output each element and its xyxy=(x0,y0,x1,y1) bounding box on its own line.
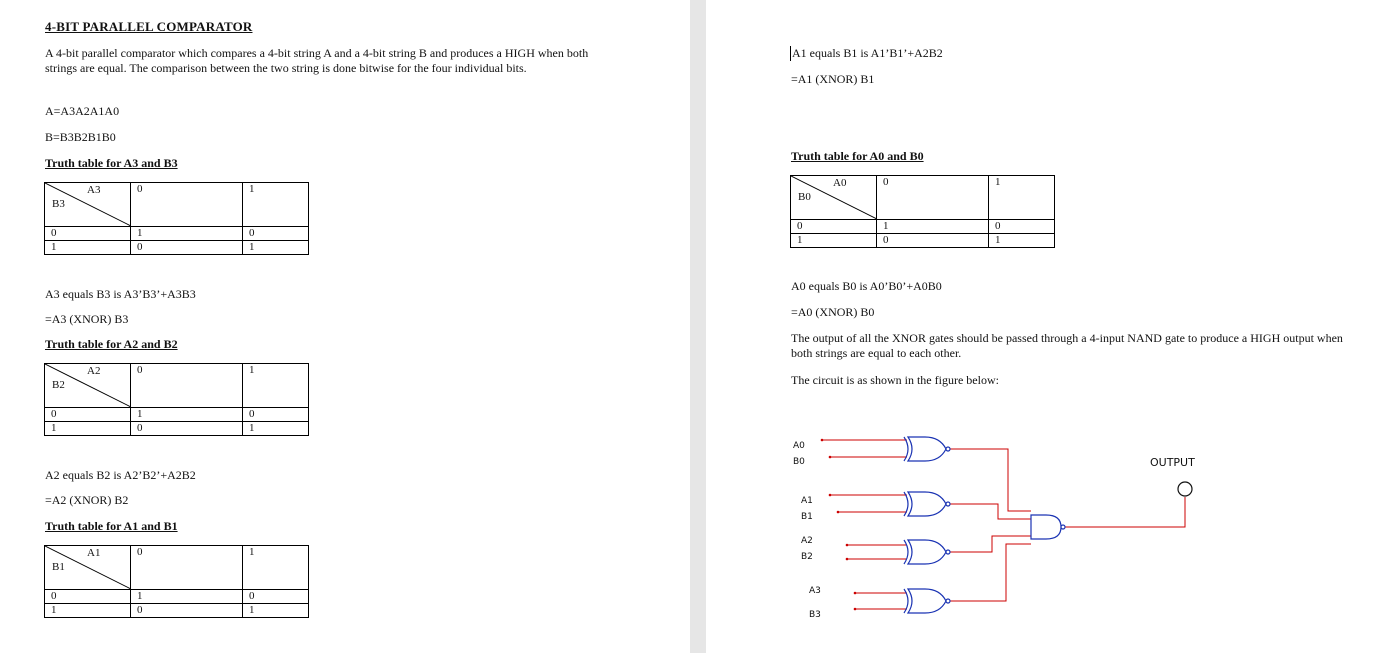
cell: 0 xyxy=(877,234,989,248)
xnor-a2: =A2 (XNOR) B2 xyxy=(45,493,129,507)
input-wires xyxy=(822,440,1185,609)
col-header-0: 0 xyxy=(877,176,989,220)
row-label: 1 xyxy=(791,234,877,248)
comparator-circuit xyxy=(780,425,1210,630)
row-label: 1 xyxy=(45,422,131,436)
heading-a1-b1: Truth table for A1 and B1 xyxy=(45,519,178,533)
header-a3: A3 xyxy=(87,184,101,196)
input-label-b3: B3 xyxy=(809,610,821,620)
page-title: 4-BIT PARALLEL COMPARATOR xyxy=(45,19,253,34)
xnor-gate-2 xyxy=(904,540,950,564)
row-label: 0 xyxy=(791,220,877,234)
col-header-0: 0 xyxy=(131,183,243,227)
diagonal-header-cell xyxy=(45,364,131,408)
circuit-caption: The circuit is as shown in the figure below: xyxy=(791,373,999,387)
cell: 1 xyxy=(243,241,309,255)
cell: 0 xyxy=(989,220,1055,234)
table-row xyxy=(45,422,309,436)
table-row xyxy=(45,604,309,618)
xnor-gate-0 xyxy=(904,437,950,461)
header-b3: B3 xyxy=(52,198,65,210)
table-row xyxy=(791,234,1055,248)
col-header-0: 0 xyxy=(131,546,243,590)
xnor-a1: =A1 (XNOR) B1 xyxy=(791,72,875,86)
truth-table-a3-b3 xyxy=(44,182,309,255)
equation-a1: A1 equals B1 is A1’B1’+A2B2 xyxy=(792,46,943,60)
heading-a0-b0: Truth table for A0 and B0 xyxy=(791,149,924,163)
output-terminal xyxy=(1178,482,1192,496)
equation-a3: A3 equals B3 is A3’B3’+A3B3 xyxy=(45,287,196,301)
cell: 0 xyxy=(243,227,309,241)
cell: 0 xyxy=(131,422,243,436)
cell: 0 xyxy=(131,604,243,618)
header-a2: A2 xyxy=(87,365,101,377)
input-label-a2: A2 xyxy=(801,536,813,546)
equation-a0: A0 equals B0 is A0’B0’+A0B0 xyxy=(791,279,942,293)
xnor-a0: =A0 (XNOR) B0 xyxy=(791,305,875,319)
cell: 1 xyxy=(131,590,243,604)
cell: 1 xyxy=(131,227,243,241)
page-gutter xyxy=(690,0,706,653)
cell: 1 xyxy=(243,604,309,618)
xnor-gate-3 xyxy=(904,589,950,613)
input-terminals xyxy=(821,439,857,611)
header-b2: B2 xyxy=(52,379,65,391)
row-label: 1 xyxy=(45,604,131,618)
diagonal-header-cell xyxy=(45,546,131,590)
col-header-0: 0 xyxy=(131,364,243,408)
table-row xyxy=(45,241,309,255)
row-label: 0 xyxy=(45,227,131,241)
truth-table-a0-b0 xyxy=(790,175,1055,248)
table-row xyxy=(45,408,309,422)
b-definition: B=B3B2B1B0 xyxy=(45,130,116,144)
col-header-1: 1 xyxy=(243,183,309,227)
cell: 1 xyxy=(877,220,989,234)
cell: 1 xyxy=(243,422,309,436)
equation-a2: A2 equals B2 is A2’B2’+A2B2 xyxy=(45,468,196,482)
nand-gate xyxy=(1031,515,1065,539)
xnor-a3: =A3 (XNOR) B3 xyxy=(45,312,129,326)
header-a1: A1 xyxy=(87,547,101,559)
table-row xyxy=(45,227,309,241)
input-label-b0: B0 xyxy=(793,457,805,467)
text-cursor xyxy=(790,46,791,61)
cell: 1 xyxy=(131,408,243,422)
row-label: 0 xyxy=(45,408,131,422)
input-label-a3: A3 xyxy=(809,586,821,596)
row-label: 0 xyxy=(45,590,131,604)
cell: 0 xyxy=(243,590,309,604)
intro-paragraph: A 4-bit parallel comparator which compares a 4-bit string A and a 4-bit string B and produces a HIGH when both strings are equal. The comparison between the two string is done bitwise for the four individual bits. xyxy=(45,46,589,75)
input-label-a1: A1 xyxy=(801,496,813,506)
col-header-1: 1 xyxy=(243,364,309,408)
heading-a3-b3: Truth table for A3 and B3 xyxy=(45,156,178,170)
cell: 0 xyxy=(131,241,243,255)
truth-table-a1-b1 xyxy=(44,545,309,618)
input-label-b2: B2 xyxy=(801,552,813,562)
a-definition: A=A3A2A1A0 xyxy=(45,104,120,118)
nand-explanation: The output of all the XNOR gates should be passed through a 4-input NAND gate to produce a HIGH output when both strings are equal to each other. xyxy=(791,331,1343,360)
table-row xyxy=(45,590,309,604)
header-b0: B0 xyxy=(798,191,811,203)
heading-a2-b2: Truth table for A2 and B2 xyxy=(45,337,178,351)
header-b1: B1 xyxy=(52,561,65,573)
output-label: OUTPUT xyxy=(1150,456,1195,469)
xnor-gate-1 xyxy=(904,492,950,516)
diagonal-header-cell xyxy=(45,183,131,227)
diagonal-header-cell xyxy=(791,176,877,220)
cell: 1 xyxy=(989,234,1055,248)
header-a0: A0 xyxy=(833,177,847,189)
input-label-b1: B1 xyxy=(801,512,813,522)
col-header-1: 1 xyxy=(989,176,1055,220)
col-header-1: 1 xyxy=(243,546,309,590)
table-row xyxy=(791,220,1055,234)
row-label: 1 xyxy=(45,241,131,255)
input-label-a0: A0 xyxy=(793,441,805,451)
truth-table-a2-b2 xyxy=(44,363,309,436)
cell: 0 xyxy=(243,408,309,422)
